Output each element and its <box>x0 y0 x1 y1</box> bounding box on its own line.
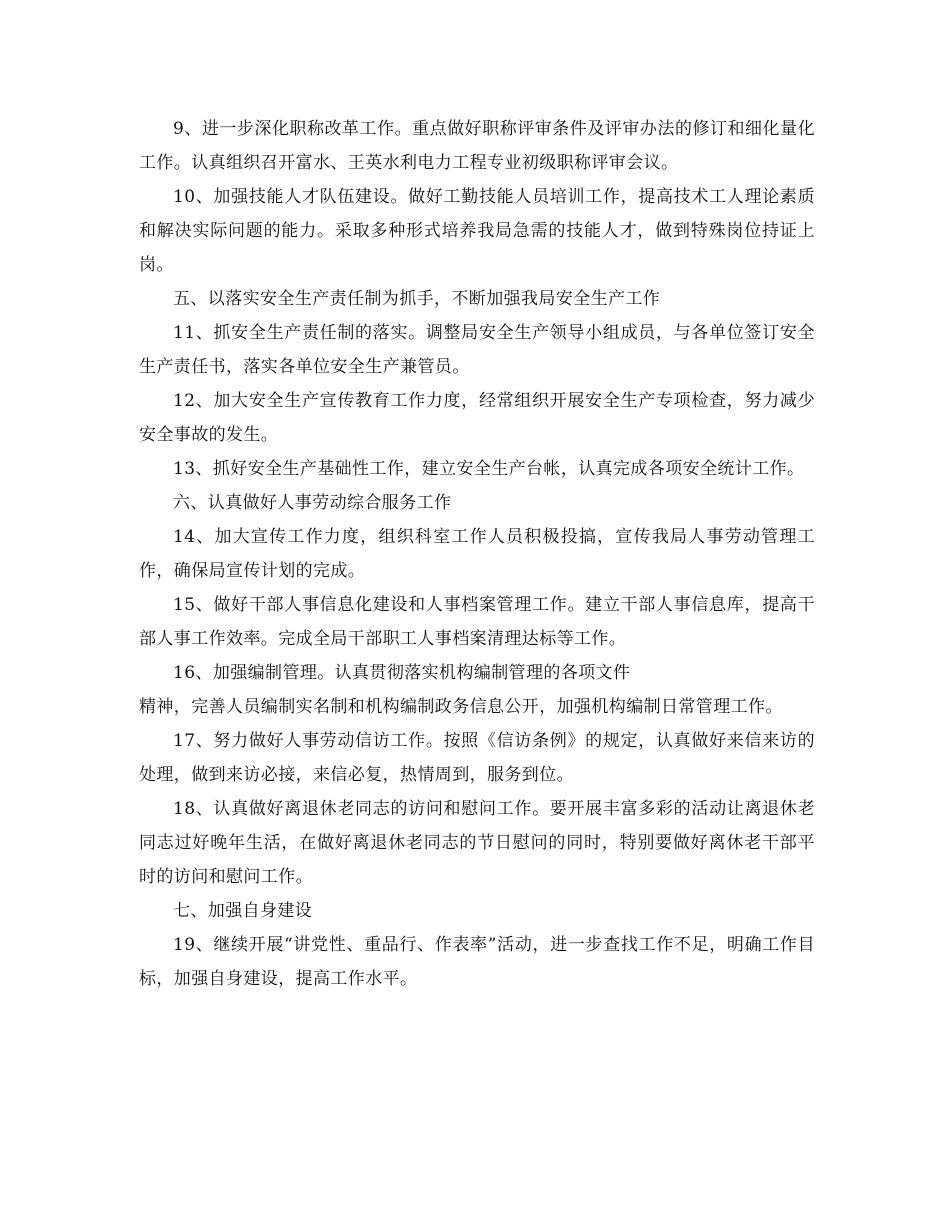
paragraph-item-13: 13、抓好安全生产基础性工作，建立安全生产台帐，认真完成各项安全统计工作。 <box>173 459 805 479</box>
section-heading-7: 七、加强自身建设 <box>173 901 313 921</box>
paragraph-item-16-continued: 精神，完善人员编制实名制和机构编制政务信息公开，加强机构编制日常管理工作。 <box>139 697 783 717</box>
section-heading-6: 六、认真做好人事劳动综合服务工作 <box>173 493 452 513</box>
paragraph-item-15: 15、做好干部人事信息化建设和人事档案管理工作。建立干部人事信息库，提高干部人事工作效率。完成全局干部职工人事档案清理达标等工作。 <box>139 595 815 649</box>
paragraph-item-9: 9、进一步深化职称改革工作。重点做好职称评审条件及评审办法的修订和细化量化工作。认真组织召开富水、王英水利电力工程专业初级职称评审会议。 <box>139 119 815 173</box>
document-body <box>139 112 815 996</box>
paragraph-item-19: 19、继续开展“讲党性、重品行、作表率”活动，进一步查找工作不足，明确工作目标，加强自身建设，提高工作水平。 <box>139 935 815 989</box>
paragraph-item-17: 17、努力做好人事劳动信访工作。按照《信访条例》的规定，认真做好来信来访的处理，做到来访必接，来信必复，热情周到，服务到位。 <box>139 731 815 785</box>
paragraph-item-18: 18、认真做好离退休老同志的访问和慰问工作。要开展丰富多彩的活动让离退休老同志过好晚年生活，在做好离退休老同志的节日慰问的同时，特别要做好离休老干部平时的访问和慰问工作。 <box>139 799 815 887</box>
paragraph-item-16: 16、加强编制管理。认真贯彻落实机构编制管理的各项文件 <box>173 663 631 683</box>
paragraph-item-12: 12、加大安全生产宣传教育工作力度，经常组织开展安全生产专项检查，努力减少安全事故的发生。 <box>139 391 815 445</box>
paragraph-item-11: 11、抓安全生产责任制的落实。调整局安全生产领导小组成员，与各单位签订安全生产责任书，落实各单位安全生产兼管员。 <box>139 323 815 377</box>
section-heading-5: 五、以落实安全生产责任制为抓手，不断加强我局安全生产工作 <box>173 289 661 309</box>
paragraph-item-14: 14、加大宣传工作力度，组织科室工作人员积极投搞，宣传我局人事劳动管理工作，确保局宣传计划的完成。 <box>139 527 815 581</box>
paragraph-item-10: 10、加强技能人才队伍建设。做好工勤技能人员培训工作，提高技术工人理论素质和解决实际问题的能力。采取多种形式培养我局急需的技能人才，做到特殊岗位持证上岗。 <box>139 187 815 275</box>
